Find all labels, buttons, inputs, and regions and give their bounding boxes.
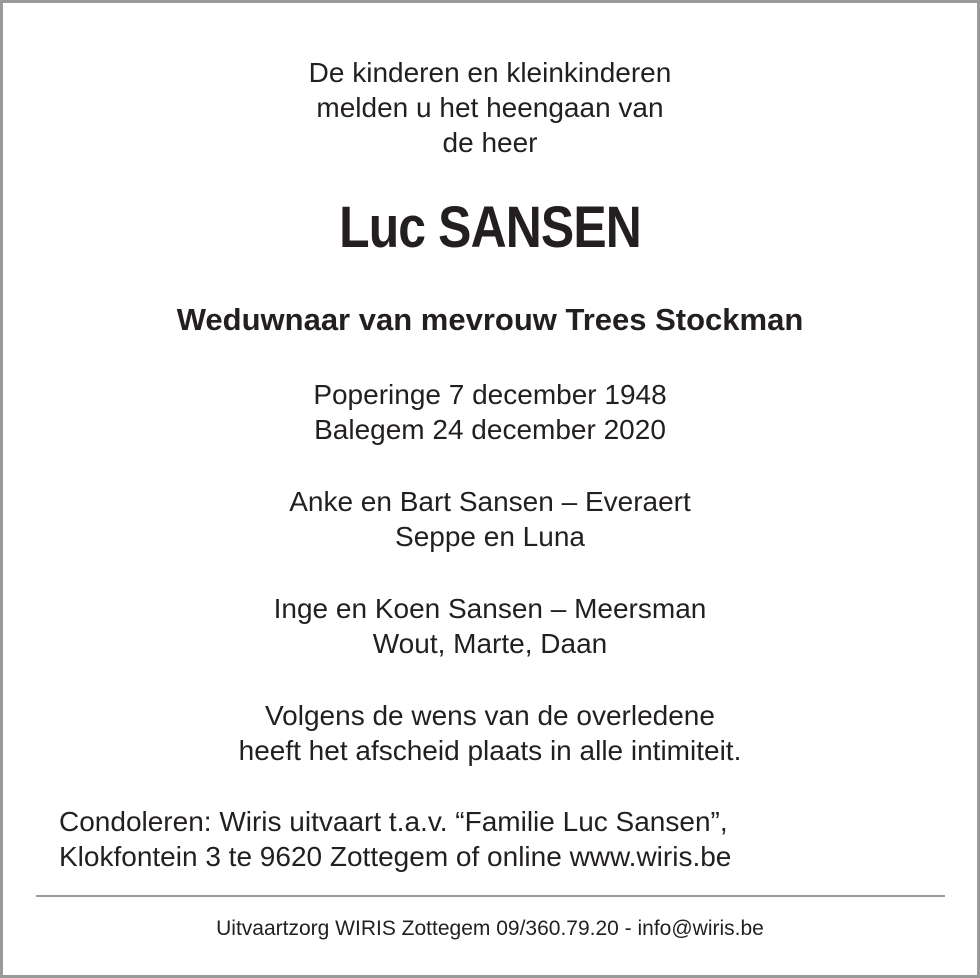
widower-line: Weduwnaar van mevrouw Trees Stockman [176, 302, 804, 337]
intro-announcement [3, 55, 977, 160]
birth-place-date: Poperinge 7 december 1948 [313, 379, 667, 410]
condolences-line: Klokfontein 3 te 9620 Zottegem of online www.wiris.be [59, 841, 732, 872]
family-parents: Inge en Koen Sansen – Meersman [273, 593, 707, 624]
wish-line: heeft het afscheid plaats in alle intimiteit. [238, 735, 742, 766]
condolences-line: Condoleren: Wiris uitvaart t.a.v. “Familie Luc Sansen”, [59, 806, 728, 837]
funeral-home-footer: Uitvaartzorg WIRIS Zottegem 09/360.79.20 - info@wiris.be [216, 917, 764, 940]
deceased-name: Luc SANSEN [339, 195, 641, 260]
wish-line: Volgens de wens van de overledene [265, 700, 715, 731]
family-group-2 [3, 591, 977, 661]
family-parents: Anke en Bart Sansen – Everaert [289, 486, 691, 517]
intro-line: de heer [442, 127, 538, 158]
death-place-date: Balegem 24 december 2020 [314, 414, 666, 445]
condolences-info [59, 804, 731, 874]
intro-line: De kinderen en kleinkinderen [308, 57, 672, 88]
family-group-1 [3, 484, 977, 554]
footer-divider [36, 895, 945, 897]
intro-line: melden u het heengaan van [316, 92, 664, 123]
life-dates [3, 377, 977, 447]
funeral-wish [3, 698, 977, 768]
family-grandchildren: Wout, Marte, Daan [372, 628, 608, 659]
family-grandchildren: Seppe en Luna [395, 521, 585, 552]
